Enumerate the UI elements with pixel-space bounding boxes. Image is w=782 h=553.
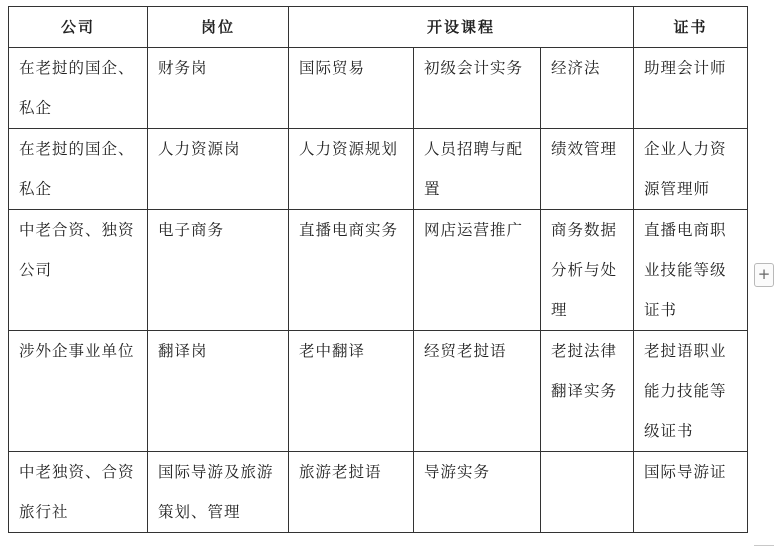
- position-cell: 国际导游及旅游策划、管理: [148, 452, 289, 533]
- add-row-button[interactable]: +: [754, 263, 774, 287]
- table-row: [9, 331, 748, 452]
- certificate-cell: 老挝语职业能力技能等级证书: [634, 331, 748, 452]
- course-cell: 网店运营推广: [414, 210, 541, 331]
- certificate-cell: 直播电商职业技能等级证书: [634, 210, 748, 331]
- course-cell: 国际贸易: [289, 48, 414, 129]
- course-cell: 绩效管理: [541, 129, 634, 210]
- certificate-cell: 企业人力资源管理师: [634, 129, 748, 210]
- table-row: [9, 129, 748, 210]
- header-row: [9, 7, 748, 48]
- position-cell: 财务岗: [148, 48, 289, 129]
- course-cell: 经贸老挝语: [414, 331, 541, 452]
- position-cell: 人力资源岗: [148, 129, 289, 210]
- course-cell: 老挝法律翻译实务: [541, 331, 634, 452]
- table-row: [9, 210, 748, 331]
- position-cell: 翻译岗: [148, 331, 289, 452]
- header-courses: 开设课程: [289, 7, 634, 48]
- course-cell: [541, 452, 634, 533]
- table-row: [9, 48, 748, 129]
- certificate-cell: 助理会计师: [634, 48, 748, 129]
- course-cell: 直播电商实务: [289, 210, 414, 331]
- course-table: [8, 6, 748, 533]
- company-cell: 在老挝的国企、私企: [9, 129, 148, 210]
- position-cell: 电子商务: [148, 210, 289, 331]
- company-cell: 在老挝的国企、私企: [9, 48, 148, 129]
- course-cell: 人员招聘与配置: [414, 129, 541, 210]
- header-position: 岗位: [148, 7, 289, 48]
- course-cell: 旅游老挝语: [289, 452, 414, 533]
- course-cell: 导游实务: [414, 452, 541, 533]
- divider: [754, 545, 774, 546]
- course-cell: 经济法: [541, 48, 634, 129]
- company-cell: 中老独资、合资旅行社: [9, 452, 148, 533]
- company-cell: 涉外企事业单位: [9, 331, 148, 452]
- certificate-cell: 国际导游证: [634, 452, 748, 533]
- header-certificate: 证书: [634, 7, 748, 48]
- table-row: [9, 452, 748, 533]
- course-cell: 人力资源规划: [289, 129, 414, 210]
- course-cell: 初级会计实务: [414, 48, 541, 129]
- company-cell: 中老合资、独资公司: [9, 210, 148, 331]
- header-company: 公司: [9, 7, 148, 48]
- course-cell: 商务数据分析与处理: [541, 210, 634, 331]
- course-cell: 老中翻译: [289, 331, 414, 452]
